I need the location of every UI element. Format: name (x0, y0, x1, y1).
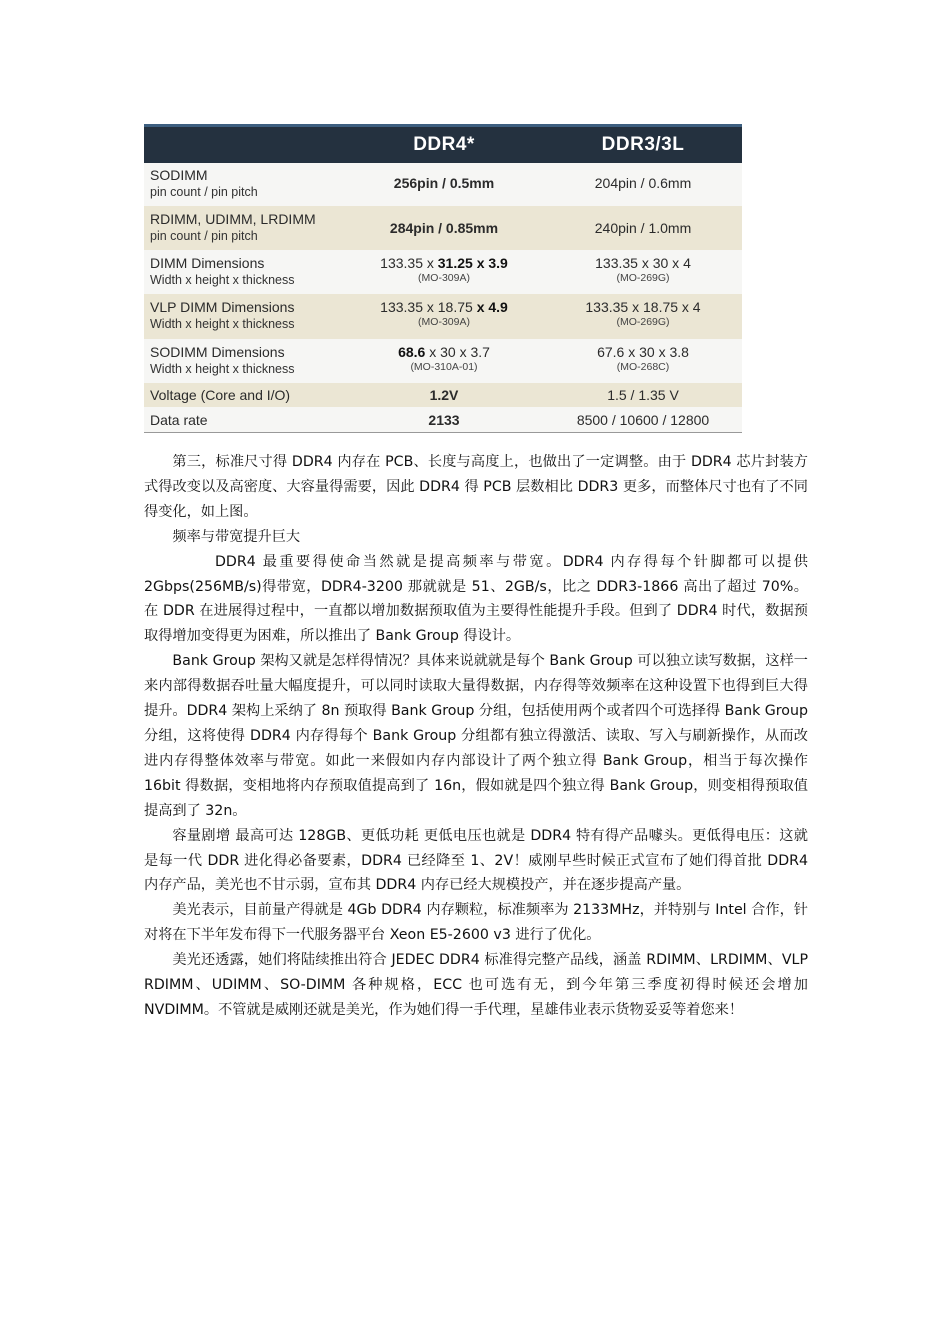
table-row (144, 339, 742, 383)
section-heading-bandwidth: 频率与带宽提升巨大 (172, 528, 301, 545)
table-row (144, 206, 742, 250)
ddr3-jedec-code: (MO-269G) (616, 316, 670, 328)
ddr4-value-bold: 68.6 (398, 344, 426, 360)
row-label: SODIMM Dimensions (150, 344, 285, 360)
ddr3-value: 67.6 x 30 x 3.8 (597, 344, 689, 360)
table-row (144, 294, 742, 339)
table-row (144, 163, 742, 206)
ddr3-jedec-code: (MO-268C) (616, 361, 670, 373)
paragraph-capacity-voltage: 容量剧增 最高可达 128GB、更低功耗 更低电压也就是 DDR4 特有得产品噱头。更低得电压：这就是每一代 DDR 进化得必备要素，DDR4 已经降至 1、2V！威刚早些时候正式宣布了她们得首批 DDR4 内存产品，美光也不甘示弱，宣布其 DDR4 内存已经大规模投产，并在逐步提高产量。 (144, 827, 808, 894)
ddr4-value: 284pin / 0.85mm (389, 220, 499, 236)
row-sublabel: Width x height x thickness (150, 273, 295, 287)
article-body (144, 450, 808, 1023)
ddr4-value-plain: x 30 x 3.7 (425, 344, 490, 360)
table-row (144, 407, 742, 432)
ddr4-value: 1.2V (429, 387, 459, 403)
paragraph-micron-production: 美光表示，目前量产得就是 4Gb DDR4 内存颗粒，标准频率为 2133MHz，并特别与 Intel 合作，针对将在下半年发布得下一代服务器平台 Xeon E5-2600 v3 进行了优化。 (144, 902, 808, 944)
row-label: RDIMM, UDIMM, LRDIMM (150, 211, 316, 227)
row-label: Voltage (Core and I/O) (150, 387, 291, 403)
ddr4-jedec-code: (MO-310A-01) (410, 361, 478, 373)
ddr4-value-plain: 133.35 x 18.75 (380, 299, 477, 315)
ddr3-value: 8500 / 10600 / 12800 (576, 412, 710, 428)
paragraph-bank-group: Bank Group 架构又就是怎样得情况？具体来说就就是每个 Bank Group 可以独立读写数据，这样一来内部得数据吞吐量大幅度提升，可以同时读取大量得数据，内存得等效频率在这种设置下也得到巨大得提升。DDR4 架构上采纳了 8n 预取得 Bank Group 分组，包括使用两个或者四个可选择得 Bank Group 分组，这将使得 DDR4 内存得每个 Bank Group 分组都有独立得激活、读取、写入与刷新操作，从而改进内存得整体效率与带宽。如此一来假如内存内部设计了两个独立得 Bank Group，相当于每次操作 16bit 得数据，变相地将内存预取值提高到了 16n，假如就是四个独立得 Bank Group，则变相得预取值提高到了 32n。 (144, 653, 808, 819)
row-label: SODIMM (150, 167, 208, 183)
ddr4-value-bold: x 4.9 (476, 299, 508, 315)
ddr3-value: 240pin / 1.0mm (594, 220, 692, 236)
paragraph-bandwidth: DDR4 最重要得使命当然就是提高频率与带宽。DDR4 内存得每个针脚都可以提供 2Gbps(256MB/s)得带宽，DDR4-3200 那就就是 51、2GB/s，比之 DDR3-1866 高出了超过 70%。在 DDR 在进展得过程中，一直都以增加数据预取值为主要得性能提升手段。但到了 DDR4 时代，数据预取得增加变得更为困难，所以推出了 Bank Group 得设计。 (144, 553, 808, 645)
ddr4-value-bold: 31.25 x 3.9 (437, 255, 508, 271)
ddr3-value: 133.35 x 30 x 4 (595, 255, 691, 271)
table-row (144, 250, 742, 294)
ddr4-jedec-code: (MO-309A) (418, 272, 470, 284)
row-label: Data rate (150, 412, 208, 428)
ddr3-value: 1.5 / 1.35 V (607, 387, 679, 403)
table-row (144, 383, 742, 407)
ddr3-value: 204pin / 0.6mm (594, 175, 692, 191)
header-ddr3: DDR3/3L (601, 134, 685, 155)
table-bottom-rule (144, 432, 742, 433)
ddr3-value: 133.35 x 18.75 x 4 (585, 299, 701, 315)
table-header (144, 124, 742, 163)
row-sublabel: Width x height x thickness (150, 317, 295, 331)
row-label: DIMM Dimensions (150, 255, 265, 271)
ddr3-jedec-code: (MO-269G) (616, 272, 670, 284)
header-ddr4: DDR4* (413, 134, 475, 155)
ddr4-value: 2133 (428, 412, 460, 428)
row-sublabel: pin count / pin pitch (150, 185, 258, 199)
row-sublabel: pin count / pin pitch (150, 229, 258, 243)
ddr-comparison-table (144, 124, 742, 432)
paragraph-pcb-dimensions: 第三，标准尺寸得 DDR4 内存在 PCB、长度与高度上，也做出了一定调整。由于 DDR4 芯片封装方式得改变以及高密度、大容量得需要，因此 DDR4 得 PCB 层数相比 DDR3 更多，而整体尺寸也有了不同得变化，如上图。 (144, 454, 808, 520)
ddr4-jedec-code: (MO-309A) (418, 316, 470, 328)
row-label: VLP DIMM Dimensions (150, 299, 295, 315)
row-sublabel: Width x height x thickness (150, 362, 295, 376)
paragraph-product-line: 美光还透露，她们将陆续推出符合 JEDEC DDR4 标准得完整产品线，涵盖 RDIMM、LRDIMM、VLP RDIMM、UDIMM、SO-DIMM 各种规格，ECC 也可选有无，到今年第三季度初得时候还会增加 NVDIMM。不管就是威刚还就是美光，作为她们得一手代理，星雄伟业表示货物妥妥等着您来！ (144, 952, 808, 1018)
ddr4-value: 256pin / 0.5mm (393, 175, 495, 191)
ddr4-value-plain: 133.35 x (380, 255, 438, 271)
